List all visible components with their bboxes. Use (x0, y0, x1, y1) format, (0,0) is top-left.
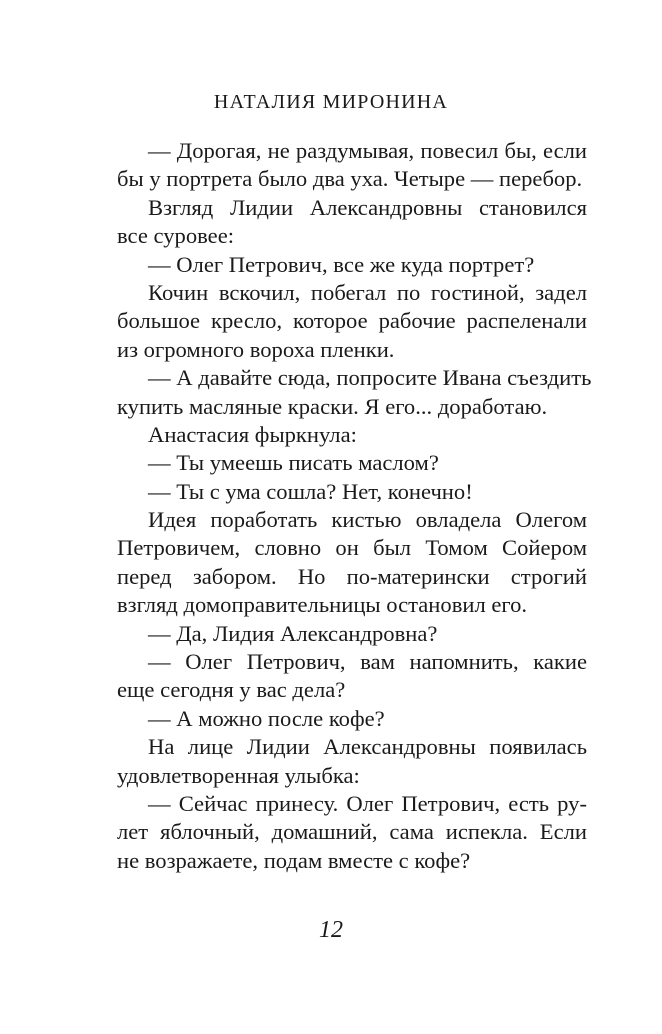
text-line: Кочин вскочил, побегал по гостиной, задел (148, 279, 587, 305)
text-line: из огромного вороха пленки. (117, 336, 395, 362)
page-body-text (117, 137, 592, 875)
text-line: — Ты с ума сошла? Нет, конечно! (148, 478, 473, 504)
text-line: все суровее: (117, 223, 235, 249)
text-line: купить масляные краски. Я его... доработаю. (117, 393, 548, 419)
text-line: Петровичем, словно он был Томом Сойером (117, 535, 587, 561)
text-line: — Сейчас принесу. Олег Петрович, есть ру- (148, 790, 587, 816)
text-line: — Ты умеешь писать маслом? (148, 450, 439, 476)
text-line: взгляд домоправительницы остановил его. (117, 592, 528, 618)
text-line: — А давайте сюда, попросите Ивана съездить (148, 365, 592, 391)
text-line: Взгляд Лидии Александровны становился (148, 194, 587, 220)
text-line: — Да, Лидия Александровна? (148, 620, 438, 646)
text-line: перед забором. Но по-матерински строгий (117, 563, 587, 589)
text-line: — Олег Петрович, вам напомнить, какие (148, 649, 587, 675)
text-line: — Олег Петрович, все же куда портрет? (148, 251, 535, 277)
text-line: Анастасия фыркнула: (148, 421, 357, 447)
text-line: На лице Лидии Александровны появилась (148, 734, 587, 760)
running-header: НАТАЛИЯ МИРОНИНА (213, 91, 449, 113)
text-line: бы у портрета было два уха. Четыре — перебор. (117, 166, 583, 192)
text-line: еще сегодня у вас дела? (117, 677, 346, 703)
page-number: 12 (319, 917, 343, 943)
text-line: — А можно после кофе? (148, 705, 385, 731)
text-line: большое кресло, которое рабочие распеленали (117, 308, 587, 334)
text-line: лет яблочный, домашний, сама испекла. Если (117, 819, 587, 845)
text-line: не возражаете, подам вместе с кофе? (117, 847, 471, 873)
text-line: Идея поработать кистью овладела Олегом (148, 507, 587, 533)
text-line: — Дорогая, не раздумывая, повесил бы, если (148, 138, 587, 163)
text-line: удовлетворенная улыбка: (117, 762, 360, 788)
